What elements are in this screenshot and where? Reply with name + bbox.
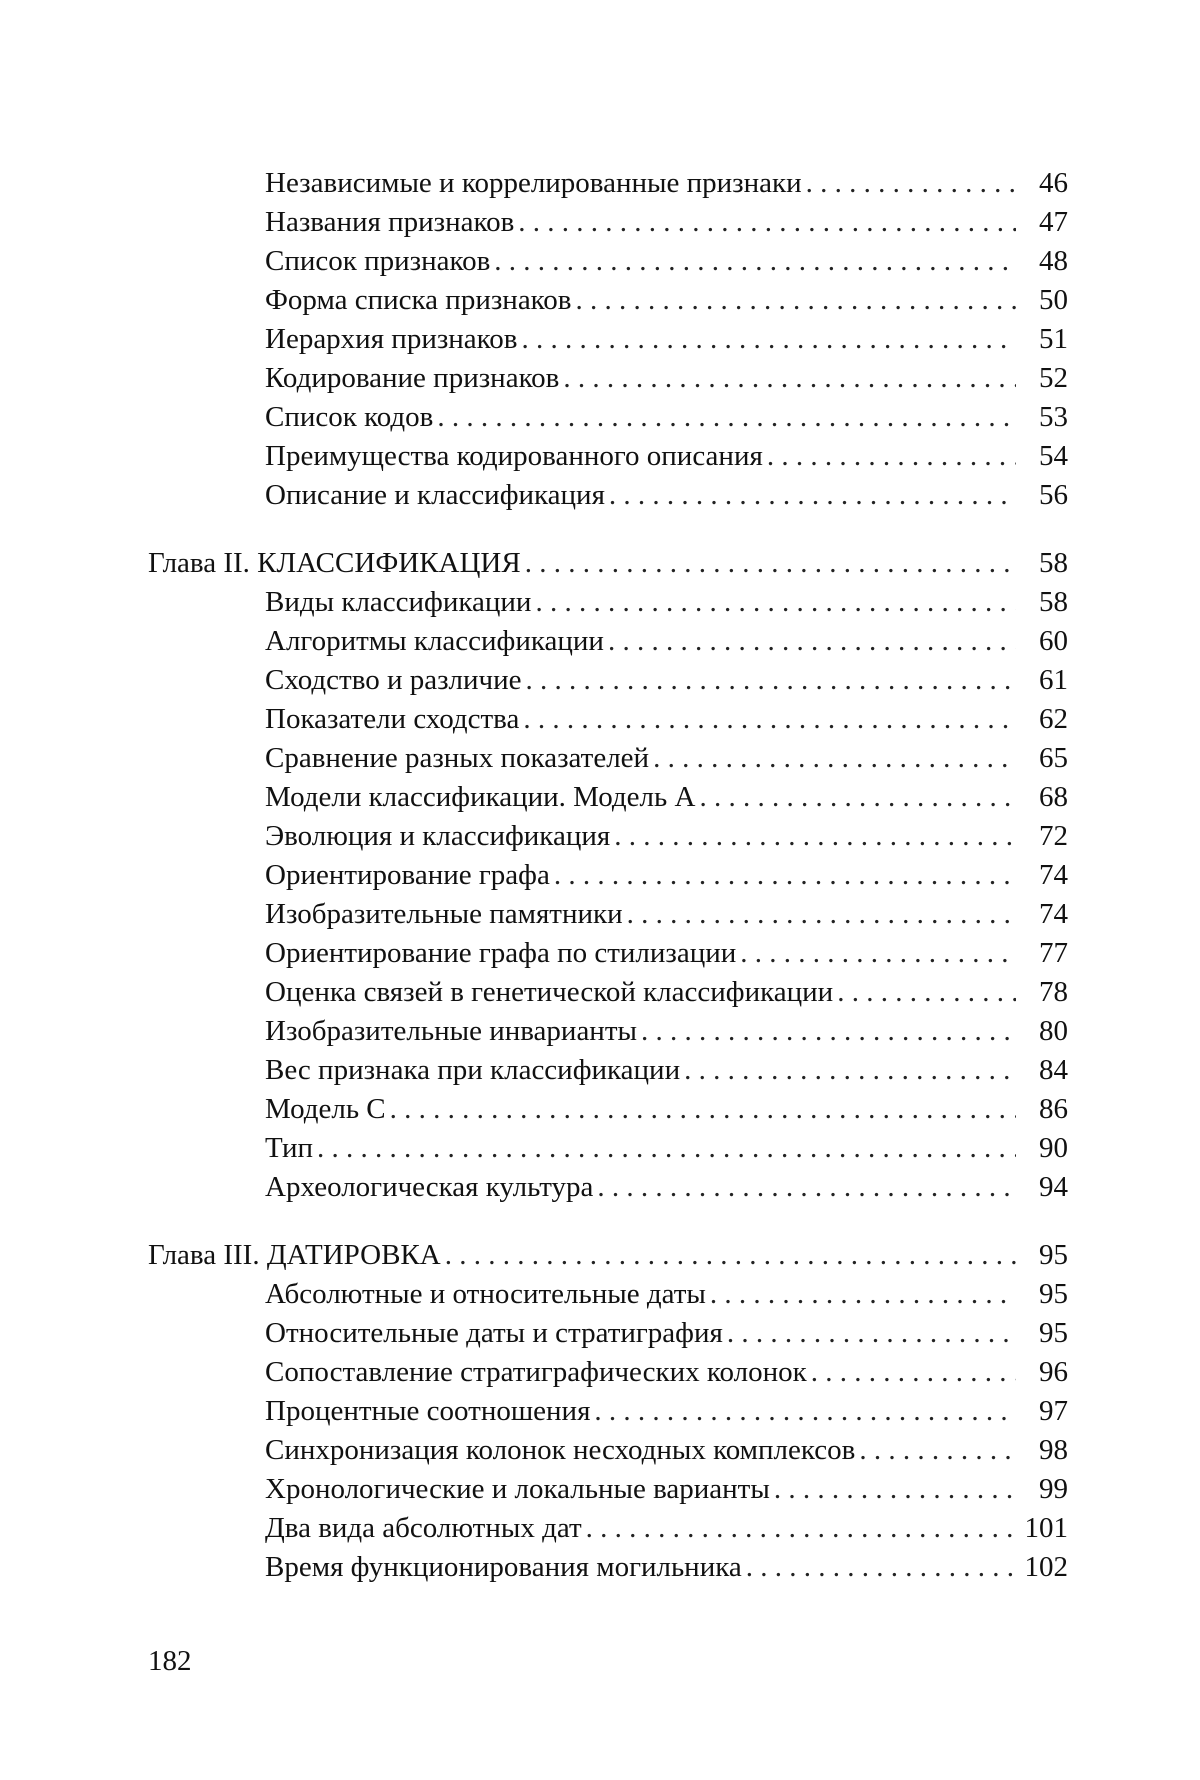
toc-chapter-heading	[148, 1236, 1068, 1275]
toc-dot-leader	[608, 622, 1016, 661]
toc-entry-page: 62	[1039, 703, 1068, 735]
toc-dot-leader	[746, 1548, 1016, 1587]
toc-entry-title: Время функционирования могильника	[265, 1551, 742, 1583]
toc-chapter-heading	[148, 544, 1068, 583]
toc-entry	[148, 817, 1068, 856]
toc-entry	[148, 583, 1068, 622]
toc-entry-page: 102	[1024, 1551, 1068, 1583]
toc-dot-leader	[594, 1392, 1016, 1431]
toc-entry-page: 97	[1039, 1395, 1068, 1427]
toc-entry-title: Модель С	[265, 1093, 386, 1125]
toc-entry-page: 60	[1039, 625, 1068, 657]
toc-dot-leader	[641, 1012, 1016, 1051]
toc-entry-title: Относительные даты и стратиграфия	[265, 1317, 723, 1349]
toc-entry	[148, 398, 1068, 437]
toc-dot-leader	[627, 895, 1016, 934]
toc-dot-leader	[535, 583, 1016, 622]
toc-entry	[148, 1012, 1068, 1051]
toc-dot-leader	[614, 817, 1016, 856]
toc-entry-title: Вес признака при классификации	[265, 1054, 681, 1086]
toc-dot-leader	[837, 973, 1016, 1012]
toc-dot-leader	[597, 1168, 1016, 1207]
toc-entry-title: Изобразительные памятники	[265, 898, 623, 930]
toc-entry	[148, 242, 1068, 281]
toc-entry-page: 50	[1039, 284, 1068, 316]
toc-entry	[148, 895, 1068, 934]
toc-entry-page: 98	[1039, 1434, 1068, 1466]
toc-dot-leader	[522, 320, 1017, 359]
toc-entry-title: Абсолютные и относительные даты	[265, 1278, 706, 1310]
toc-entry-title: Описание и классификация	[265, 479, 605, 511]
toc-entry	[148, 1470, 1068, 1509]
toc-dot-leader	[811, 1353, 1016, 1392]
toc-entry-page: 46	[1039, 167, 1068, 199]
toc-entry-page: 47	[1039, 206, 1068, 238]
toc-chapter-title: Глава II. КЛАССИФИКАЦИЯ	[148, 547, 521, 579]
toc-entry-title: Хронологические и локальные варианты	[265, 1473, 770, 1505]
toc-entry	[148, 1548, 1068, 1587]
toc-dot-leader	[317, 1129, 1016, 1168]
toc-entry-page: 84	[1039, 1054, 1068, 1086]
toc-entry-title: Эволюция и классификация	[265, 820, 611, 852]
toc-entry	[148, 1168, 1068, 1207]
toc-dot-leader	[525, 544, 1016, 583]
toc-dot-leader	[563, 359, 1016, 398]
toc-entry-title: Ориентирование графа по стилизации	[265, 937, 737, 969]
toc-entry	[148, 856, 1068, 895]
toc-entry-page: 61	[1039, 664, 1068, 696]
toc-entry-title: Сопоставление стратиграфических колонок	[265, 1356, 807, 1388]
page-number: 182	[148, 1645, 192, 1677]
toc-chapter-page: 95	[1039, 1239, 1068, 1271]
toc-entry-title: Синхронизация колонок несходных комплексов	[265, 1434, 856, 1466]
toc-entry-page: 90	[1039, 1132, 1068, 1164]
toc-entry	[148, 1314, 1068, 1353]
toc-entry-page: 74	[1039, 859, 1068, 891]
toc-entry-page: 95	[1039, 1317, 1068, 1349]
toc-entry	[148, 1090, 1068, 1129]
toc-dot-leader	[494, 242, 1016, 281]
toc-entry-title: Сходство и различие	[265, 664, 522, 696]
toc-dot-leader	[437, 398, 1016, 437]
toc-entry-page: 80	[1039, 1015, 1068, 1047]
toc-entry-title: Преимущества кодированного описания	[265, 440, 763, 472]
toc-chapter-title: Глава III. ДАТИРОВКА	[148, 1239, 441, 1271]
toc-dot-leader	[699, 778, 1016, 817]
toc-entry-title: Ориентирование графа	[265, 859, 550, 891]
toc-entry-title: Иерархия признаков	[265, 323, 518, 355]
toc-group-chapter-1-continued	[148, 164, 1068, 515]
toc-entry-page: 56	[1039, 479, 1068, 511]
toc-entry	[148, 778, 1068, 817]
toc-entry	[148, 1431, 1068, 1470]
toc-dot-leader	[710, 1275, 1016, 1314]
toc-dot-leader	[740, 934, 1016, 973]
toc-entry	[148, 622, 1068, 661]
toc-entry-title: Изобразительные инварианты	[265, 1015, 637, 1047]
toc-entry	[148, 476, 1068, 515]
toc-entry-page: 78	[1039, 976, 1068, 1008]
toc-chapter-page: 58	[1039, 547, 1068, 579]
toc-entry	[148, 1051, 1068, 1090]
toc-dot-leader	[774, 1470, 1016, 1509]
toc-entry-title: Процентные соотношения	[265, 1395, 591, 1427]
toc-entry-title: Названия признаков	[265, 206, 515, 238]
toc-entry-page: 77	[1039, 937, 1068, 969]
toc-entry-title: Кодирование признаков	[265, 362, 560, 394]
toc-entry	[148, 700, 1068, 739]
toc-entry-page: 74	[1039, 898, 1068, 930]
toc-entry	[148, 1392, 1068, 1431]
toc-entry	[148, 1129, 1068, 1168]
toc-entry-page: 52	[1039, 362, 1068, 394]
toc-entry-page: 99	[1039, 1473, 1068, 1505]
toc-dot-leader	[609, 476, 1016, 515]
toc-dot-leader	[684, 1051, 1016, 1090]
toc-entry-title: Модели классификации. Модель А	[265, 781, 696, 813]
toc-entry-title: Форма списка признаков	[265, 284, 572, 316]
toc-entry-page: 94	[1039, 1171, 1068, 1203]
toc-entry-title: Список признаков	[265, 245, 491, 277]
toc-entry	[148, 320, 1068, 359]
toc-entry-title: Независимые и коррелированные признаки	[265, 167, 802, 199]
toc-dot-leader	[390, 1090, 1016, 1129]
toc-entry	[148, 1353, 1068, 1392]
toc-entry-title: Сравнение разных показателей	[265, 742, 650, 774]
toc-entry-page: 86	[1039, 1093, 1068, 1125]
toc-entry-title: Алгоритмы классификации	[265, 625, 604, 657]
toc-entry-page: 101	[1024, 1512, 1068, 1544]
toc-dot-leader	[523, 700, 1016, 739]
toc-dot-leader	[727, 1314, 1016, 1353]
toc-entry-page: 72	[1039, 820, 1068, 852]
toc-group-chapter-3	[148, 1236, 1068, 1587]
toc-entry-title: Оценка связей в генетической классификации	[265, 976, 834, 1008]
toc-dot-leader	[576, 281, 1017, 320]
toc-dot-leader	[554, 856, 1016, 895]
toc-dot-leader	[806, 164, 1016, 203]
toc-dot-leader	[653, 739, 1016, 778]
toc-dot-leader	[518, 203, 1016, 242]
toc-entry-title: Показатели сходства	[265, 703, 520, 735]
toc-entry-title: Два вида абсолютных дат	[265, 1512, 582, 1544]
toc-entry	[148, 1275, 1068, 1314]
table-of-contents	[148, 164, 1068, 1587]
toc-entry-page: 68	[1039, 781, 1068, 813]
toc-entry-title: Тип	[265, 1132, 314, 1164]
toc-entry-title: Археологическая культура	[265, 1171, 594, 1203]
toc-entry	[148, 661, 1068, 700]
toc-entry	[148, 203, 1068, 242]
toc-entry-page: 58	[1039, 586, 1068, 618]
toc-entry-page: 48	[1039, 245, 1068, 277]
toc-dot-leader	[586, 1509, 1016, 1548]
toc-entry	[148, 1509, 1068, 1548]
toc-entry	[148, 934, 1068, 973]
toc-entry-page: 51	[1039, 323, 1068, 355]
toc-entry-title: Список кодов	[265, 401, 434, 433]
toc-entry-page: 96	[1039, 1356, 1068, 1388]
toc-entry-page: 65	[1039, 742, 1068, 774]
toc-entry	[148, 739, 1068, 778]
toc-entry	[148, 164, 1068, 203]
toc-entry-page: 54	[1039, 440, 1068, 472]
toc-entry-page: 53	[1039, 401, 1068, 433]
toc-dot-leader	[526, 661, 1016, 700]
toc-entry-page: 95	[1039, 1278, 1068, 1310]
toc-group-chapter-2	[148, 544, 1068, 1207]
toc-dot-leader	[859, 1431, 1016, 1470]
toc-dot-leader	[767, 437, 1016, 476]
toc-entry	[148, 973, 1068, 1012]
toc-entry	[148, 359, 1068, 398]
toc-entry	[148, 437, 1068, 476]
toc-entry	[148, 281, 1068, 320]
toc-dot-leader	[445, 1236, 1016, 1275]
toc-entry-title: Виды классификации	[265, 586, 532, 618]
